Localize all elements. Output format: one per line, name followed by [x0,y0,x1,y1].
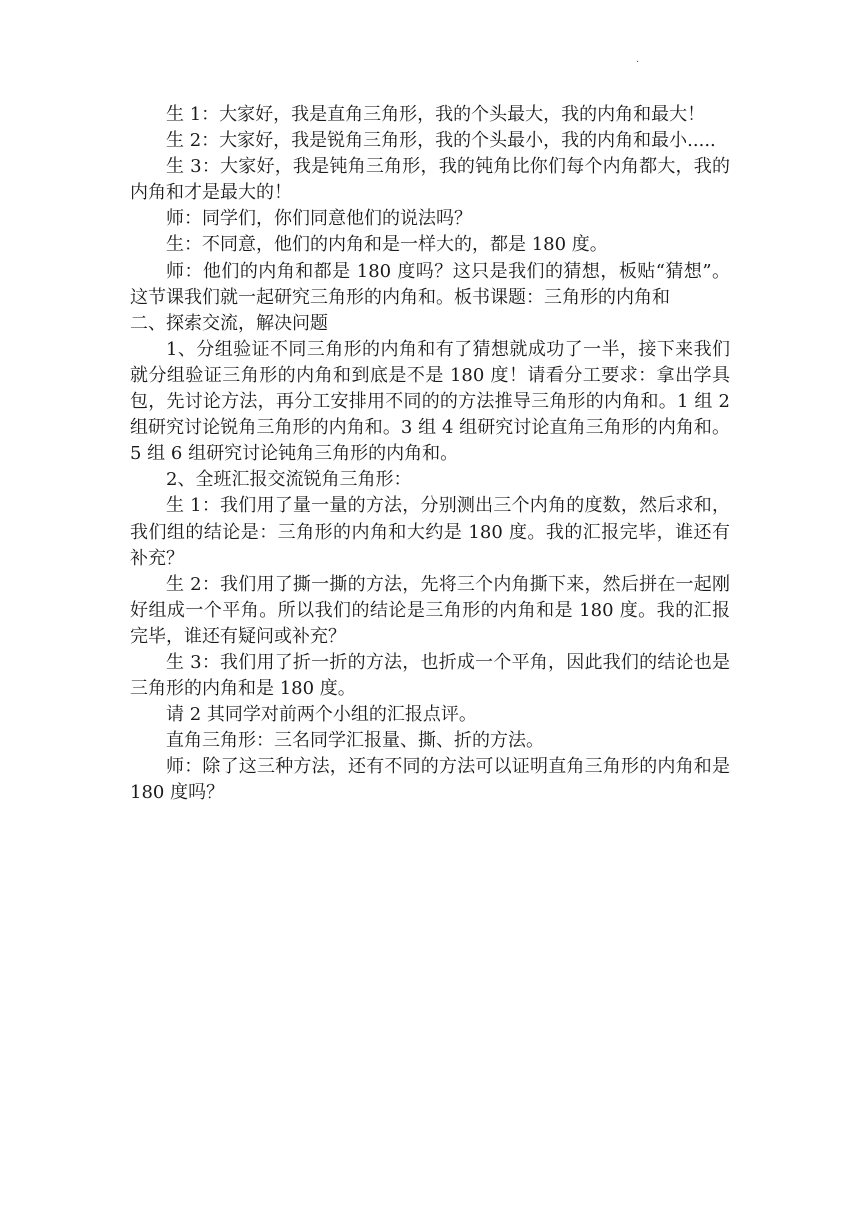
paragraph: 1、分组验证不同三角形的内角和有了猜想就成功了一半，接下来我们就分组验证三角形的内角和到底是不是 180 度！请看分工要求：拿出学具包，先讨论方法，再分工安排用不同的的方法推导三角形的内角和。1 组 2 组研究讨论锐角三角形的内角和。3 组 4 组研究讨论直角三角形的内角和。5 组 6 组研究讨论钝角三角形的内角和。 [130,338,730,465]
paragraph: 生 3：我们用了折一折的方法，也折成一个平角，因此我们的结论也是三角形的内角和是 180 度。 [130,651,730,700]
paragraph: 生 1：我们用了量一量的方法，分别测出三个内角的度数，然后求和，我们组的结论是：三角形的内角和大约是 180 度。我的汇报完毕，谁还有补充？ [130,495,730,569]
paragraph: 师：他们的内角和都是 180 度吗？这只是我们的猜想，板贴“猜想”。这节课我们就一起研究三角形的内角和。板书课题：三角形的内角和 [130,260,730,308]
paragraph: 生 3：大家好，我是钝角三角形，我的钝角比你们每个内角都大，我的内角和才是最大的！ [130,156,730,204]
paragraph: 直角三角形：三名同学汇报量、撕、折的方法。 [166,730,544,752]
document-body [130,102,730,807]
paragraph: 生 2：大家好，我是锐角三角形，我的个头最小，我的内角和最小..... [166,130,716,152]
paragraph: 生 2：我们用了撕一撕的方法，先将三个内角撕下来，然后拼在一起刚好组成一个平角。所以我们的结论是三角形的内角和是 180 度。我的汇报完毕，谁还有疑问或补充？ [130,573,730,647]
paragraph: 请 2 其同学对前两个小组的汇报点评。 [166,704,477,726]
paragraph: 师：除了这三种方法，还有不同的方法可以证明直角三角形的内角和是 180 度吗？ [130,756,730,804]
paragraph: 师：同学们，你们同意他们的说法吗？ [166,208,472,230]
paragraph: 2、全班汇报交流锐角三角形： [166,469,412,491]
section-heading: 二、探索交流，解决问题 [130,312,328,334]
paragraph: 生 1：大家好，我是直角三角形，我的个头最大，我的内角和最大！ [166,104,706,125]
corner-mark: . [636,54,640,65]
paragraph: 生：不同意，他们的内角和是一样大的，都是 180 度。 [166,234,608,256]
